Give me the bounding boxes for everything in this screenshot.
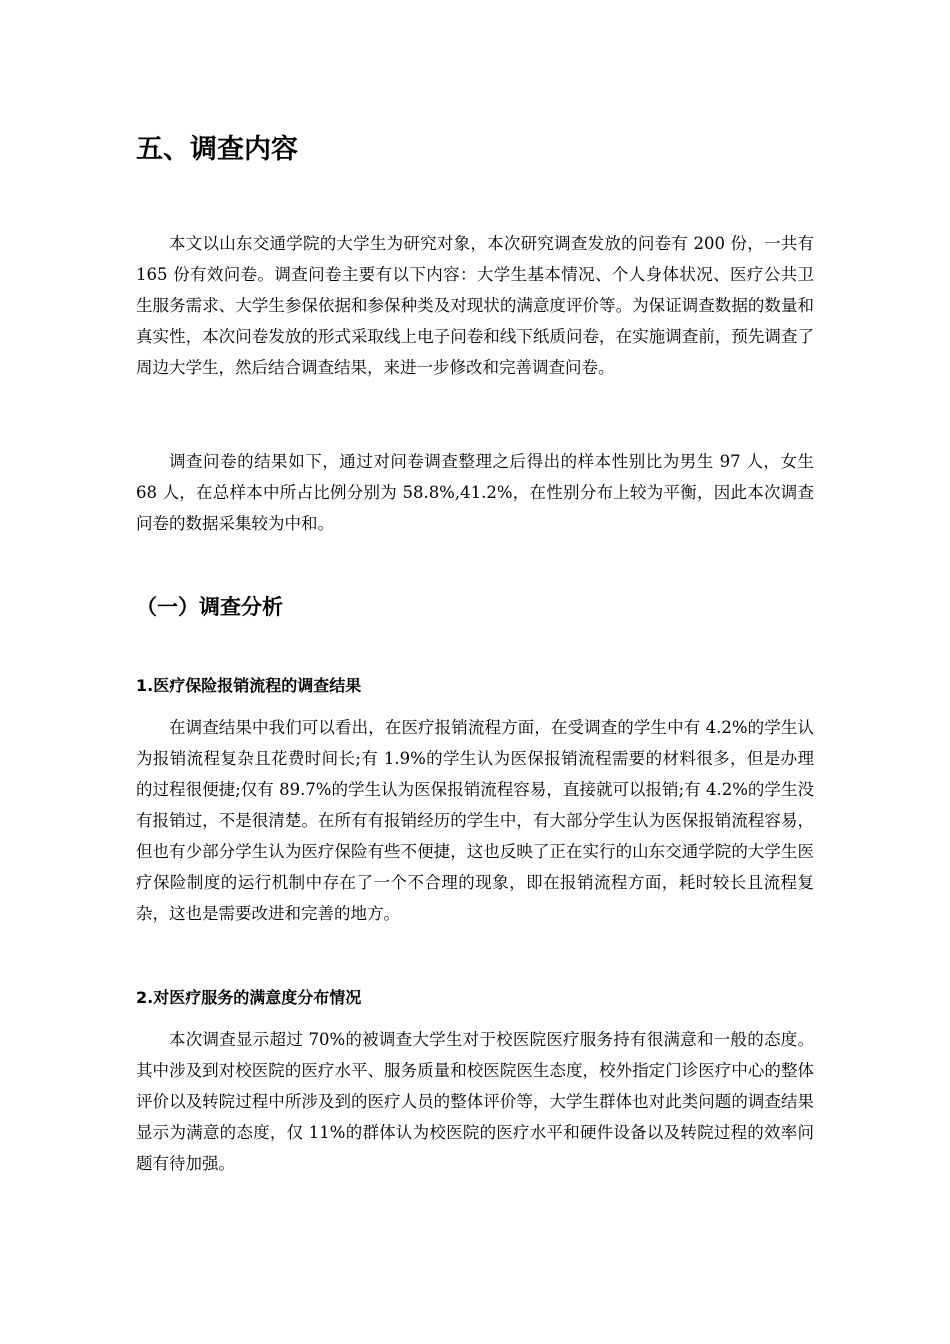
intro-paragraph-1: 本文以山东交通学院的大学生为研究对象，本次研究调查发放的问卷有 200 份，一共有 165 份有效问卷。调查问卷主要有以下内容：大学生基本情况、个人身体状况、医疗公共卫生服务需求、大学生参保依据和参保种类及对现状的满意度评价等。为保证调查数据的数量和真实性，本次问卷发放的形式采取线上电子问卷和线下纸质问卷，在实施调查前，预先调查了周边大学生，然后结合调查结果，来进一步修改和完善调查问卷。 [136,234,814,377]
subsection-title: （一）调查分析 [136,595,283,619]
item-2-paragraph: 本次调查显示超过 70%的被调查大学生对于校医院医疗服务持有很满意和一般的态度。其中涉及到对校医院的医疗水平、服务质量和校医院医生态度，校外指定门诊医疗中心的整体评价以及转院过程中所涉及到的医疗人员的整体评价等，大学生群体也对此类问题的调查结果显示为满意的态度，仅 11%的群体认为校医院的医疗水平和硬件设备以及转院过程的效率问题有待加强。 [136,1030,814,1173]
item-1-paragraph: 在调查结果中我们可以看出，在医疗报销流程方面，在受调查的学生中有 4.2%的学生认为报销流程复杂且花费时间长;有 1.9%的学生认为医保报销流程需要的材料很多，但是办理的过程很便捷;仅有 89.7%的学生认为医保报销流程容易，直接就可以报销;有 4.2%的学生没有报销过，不是很清楚。在所有有报销经历的学生中，有大部分学生认为医保报销流程容易，但也有少部分学生认为医疗保险有些不便捷，这也反映了正在实行的山东交通学院的大学生医疗保险制度的运行机制中存在了一个不合理的现象，即在报销流程方面，耗时较长且流程复杂，这也是需要改进和完善的地方。 [136,718,814,923]
section-title: 五、调查内容 [136,134,298,165]
item-1-title: 1.医疗保险报销流程的调查结果 [136,676,362,695]
intro-paragraph-2: 调查问卷的结果如下，通过对问卷调查整理之后得出的样本性别比为男生 97 人，女生 68 人，在总样本中所占比例分别为 58.8%,41.2%，在性别分布上较为平衡，因此本次调查问卷的数据采集较为中和。 [136,452,814,533]
item-2-title: 2.对医疗服务的满意度分布情况 [136,988,362,1007]
